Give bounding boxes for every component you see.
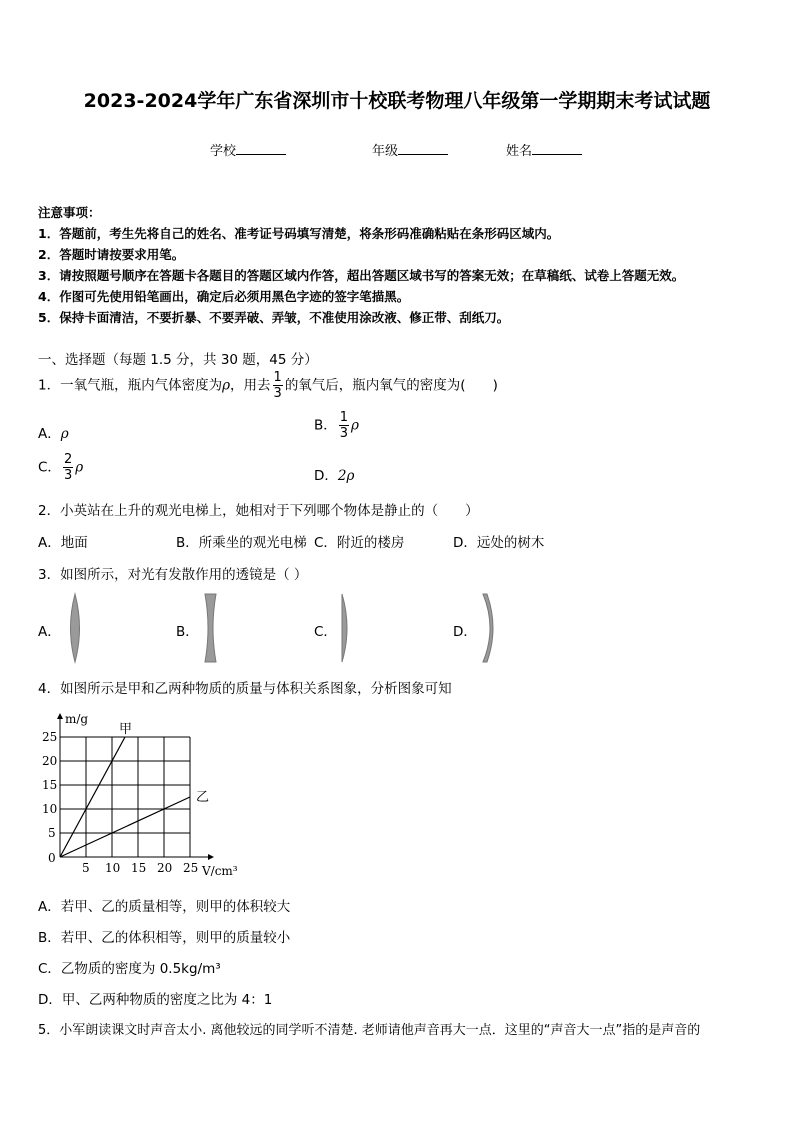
option-rho: ρ: [351, 417, 359, 434]
y-axis-arrow: [57, 713, 63, 719]
y-tick-label: 20: [42, 754, 58, 768]
q1-text-a: 1．一氧气瓶，瓶内气体密度为: [38, 377, 223, 394]
x-tick-label: 15: [131, 861, 147, 875]
option-value: 2ρ: [337, 468, 355, 484]
name-label: 姓名: [506, 144, 533, 159]
q1-text-b: ，用去: [230, 377, 271, 394]
note-item: 1．答题前，考生先将自己的姓名、准考证号码填写清楚，将条形码准确粘贴在条形码区域内。: [38, 226, 560, 241]
concave-lens-icon: [202, 592, 222, 664]
option-label: A．: [38, 426, 61, 442]
q2-option-d[interactable]: D．远处的树木: [453, 535, 545, 551]
q3-option-b[interactable]: B．: [176, 624, 199, 640]
note-item: 2．答题时请按要求用笔。: [38, 247, 185, 262]
q2-option-c[interactable]: C．附近的楼房: [314, 535, 405, 551]
question-1-stem: [38, 370, 498, 401]
frac-num: 1: [339, 410, 349, 425]
chart-grid: [60, 737, 190, 857]
school-blank: [236, 140, 286, 155]
series-label: 乙: [196, 790, 210, 805]
x-axis-label: V/cm³: [202, 864, 238, 878]
grade-field: [372, 140, 448, 159]
q3-option-a[interactable]: A．: [38, 624, 61, 640]
question-2-stem: 2．小英站在上升的观光电梯上，她相对于下列哪个物体是静止的（ ）: [38, 503, 479, 519]
note-item: 3．请按照题号顺序在答题卡各题目的答题区域内作答，超出答题区域书写的答案无效；在草稿纸、试卷上答题无效。: [38, 268, 685, 283]
q1-rho: ρ: [222, 377, 231, 394]
frac-num: 2: [63, 452, 73, 467]
note-item: 4．作图可先使用铅笔画出，确定后必须用黑色字迹的签字笔描黑。: [38, 289, 410, 304]
origin-label: 0: [48, 851, 56, 865]
y-tick-label: 5: [48, 826, 56, 840]
plano-convex-lens-icon: [338, 592, 354, 664]
q1-option-a[interactable]: [38, 422, 69, 442]
school-field: [210, 140, 286, 159]
option-value: ρ: [60, 426, 69, 442]
q3-option-d[interactable]: D．: [453, 624, 477, 640]
convex-lens-icon: [66, 592, 86, 664]
option-label: C．: [38, 459, 61, 476]
mass-volume-chart: [30, 705, 260, 885]
q1-option-b[interactable]: [314, 410, 359, 441]
q4-option-c[interactable]: C．乙物质的密度为 0.5kg/m³: [38, 961, 221, 977]
section-heading: 一、选择题（每题 1.5 分，共 30 题，45 分）: [38, 352, 318, 368]
page-title: 2023-2024学年广东省深圳市十校联考物理八年级第一学期期末考试试题: [83, 90, 711, 112]
frac-den: 3: [63, 468, 73, 483]
x-tick-label: 20: [157, 861, 173, 875]
series-line: [60, 797, 190, 857]
q1-option-c[interactable]: [38, 452, 83, 483]
q1-fraction: [273, 370, 283, 401]
y-tick-label: 15: [42, 778, 58, 792]
q4-option-a[interactable]: A．若甲、乙的质量相等，则甲的体积较大: [38, 899, 291, 915]
series-label: 甲: [119, 722, 133, 737]
option-label: D．: [314, 468, 338, 484]
x-axis-arrow: [208, 854, 214, 860]
x-tick-label: 10: [105, 861, 121, 875]
x-tick-label: 25: [183, 861, 199, 875]
question-3-stem: 3．如图所示，对光有发散作用的透镜是（ ）: [38, 567, 308, 583]
option-fraction: [339, 410, 349, 441]
series-line: [60, 737, 125, 857]
q3-option-c[interactable]: C．: [314, 624, 337, 640]
q2-option-b[interactable]: B．所乘坐的观光电梯: [176, 535, 307, 551]
q1-frac-den: 3: [273, 386, 282, 401]
y-axis-label: m/g: [65, 712, 89, 726]
q4-option-d[interactable]: D．甲、乙两种物质的密度之比为 4：1: [38, 992, 273, 1008]
note-item: 5．保持卡面清洁，不要折暴、不要弄破、弄皱，不准使用涂改液、修正带、刮纸刀。: [38, 310, 510, 325]
name-field: [506, 140, 582, 159]
q1-option-d[interactable]: [314, 464, 354, 484]
q2-option-a[interactable]: A．地面: [38, 535, 88, 551]
q1-text-c: 的氧气后，瓶内氧气的密度为( ): [284, 377, 498, 394]
question-4-stem: 4．如图所示是甲和乙两种物质的质量与体积关系图象，分析图象可知: [38, 681, 452, 697]
notes-block: [38, 202, 684, 328]
y-tick-label: 25: [42, 730, 58, 744]
question-5-stem: 5．小军朗读课文时声音太小. 离他较远的同学听不清楚. 老师请他声音再大一点．这里的“声音大一点”指的是声音的: [38, 1023, 701, 1038]
option-fraction: [63, 452, 73, 483]
option-rho: ρ: [75, 459, 84, 476]
y-tick-label: 10: [42, 802, 58, 816]
grade-label: 年级: [372, 144, 399, 159]
frac-den: 3: [339, 426, 349, 441]
name-blank: [532, 140, 582, 155]
grade-blank: [398, 140, 448, 155]
option-label: B．: [314, 417, 337, 434]
school-label: 学校: [210, 144, 237, 159]
chart-ticks: [42, 730, 198, 875]
q4-option-b[interactable]: B．若甲、乙的体积相等，则甲的质量较小: [38, 930, 291, 946]
chart-series: [60, 722, 209, 857]
x-tick-label: 5: [82, 861, 90, 875]
meniscus-lens-icon: [480, 592, 500, 664]
q1-frac-num: 1: [273, 370, 282, 385]
notes-heading: 注意事项：: [38, 205, 101, 220]
